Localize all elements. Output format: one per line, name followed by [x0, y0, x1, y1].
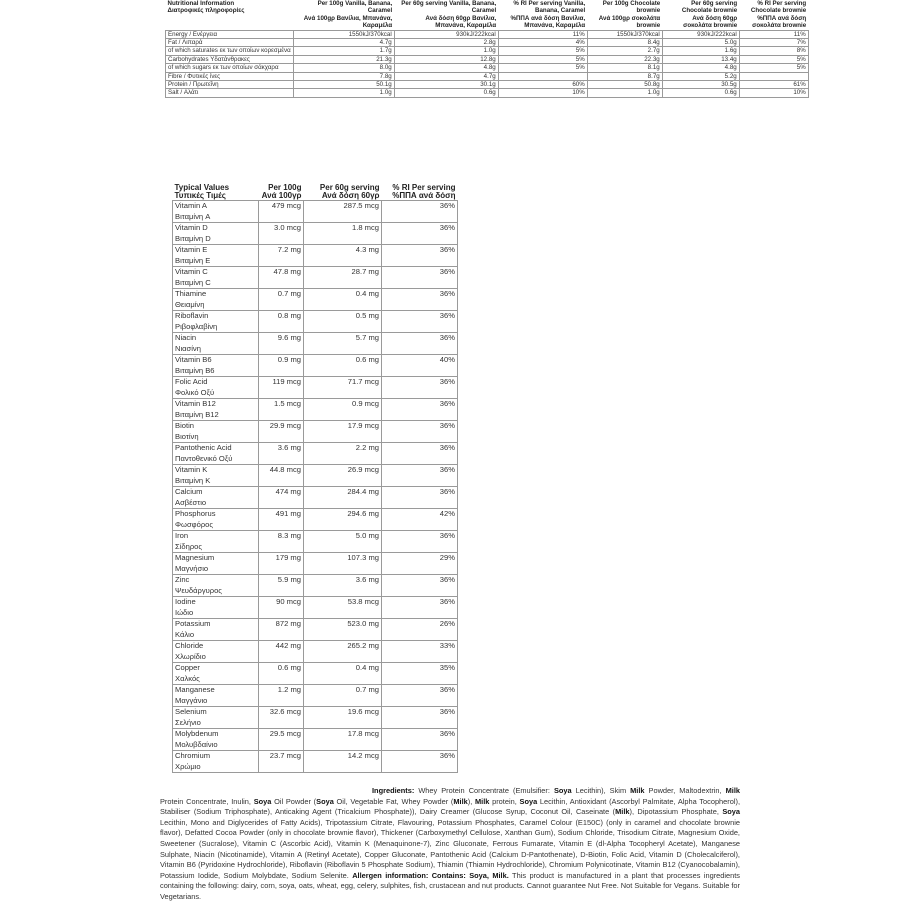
- allergen-note: This product is manufactured in a plant that processes ingredients containing the following: dairy, corn, soya, oats, wheat, egg, celery, sulphites, fish, crustacean and nut products. Cannot guarantee Nut Free. Not Suitable for Vegans. Suitable for Vegetarians.: [160, 870, 740, 901]
- nutrition-value-cell: 8%: [739, 47, 808, 55]
- vitamin-value-cell: 36%: [382, 311, 458, 333]
- vitamin-value-cell: 119 mcg: [259, 377, 304, 399]
- vitamin-column-header: Per 60g serving Ανά δόση 60γρ: [319, 183, 380, 201]
- vitamin-value-cell: 479 mcg: [259, 201, 304, 223]
- vitamin-nutrient-label: Chloride Χλωρίδιο: [173, 641, 259, 663]
- ingredient-text: ), Dipotassium Phosphate,: [629, 807, 723, 817]
- vitamin-value-cell: 5.9 mg: [259, 575, 304, 597]
- nutrition-value-cell: 1.6g: [662, 47, 739, 55]
- vitamin-value-cell: 36%: [382, 245, 458, 267]
- nutrition-value-cell: 1550kJ/370kcal: [293, 30, 394, 38]
- allergen-word: Milk: [725, 786, 740, 795]
- vitamin-header-row: [173, 184, 458, 201]
- vitamin-nutrient-label: Vitamin C Βιταμίνη C: [173, 267, 259, 289]
- vitamin-nutrient-label: Riboflavin Ριβοφλαβίνη: [173, 311, 259, 333]
- nutrition-column-header: Per 60g serving Chocolate brownie Ανά δόση 60gρ σοκολάτα brownie: [681, 0, 738, 30]
- ingredients-label: Ingredients:: [372, 786, 415, 795]
- vitamin-value-cell: 32.6 mcg: [259, 707, 304, 729]
- vitamin-value-cell: 287.5 mcg: [304, 201, 382, 223]
- vitamin-value-cell: 36%: [382, 685, 458, 707]
- vitamin-value-cell: 17.8 mcg: [304, 729, 382, 751]
- nutrition-value-cell: 5.2g: [662, 72, 739, 80]
- vitamin-value-cell: 0.4 mg: [304, 289, 382, 311]
- vitamin-column-header: % RI Per serving %ΠΠΑ ανά δόση: [392, 183, 456, 201]
- nutrition-nutrient-label: Carbohydrates Υδατάνθρακες: [166, 55, 294, 63]
- vitamin-nutrient-label: Potassium Κάλιο: [173, 619, 259, 641]
- nutrition-value-cell: 4%: [498, 39, 587, 47]
- vitamin-value-cell: 40%: [382, 355, 458, 377]
- vitamin-value-cell: 5.0 mg: [304, 531, 382, 553]
- nutrition-column-header: Per 60g serving Vanilla, Banana, Caramel Ανά δόση 60gρ Βανίλια, Μπανάνα, Καραμέλα: [401, 0, 497, 30]
- vitamin-value-cell: 7.2 mg: [259, 245, 304, 267]
- nutrition-value-cell: [498, 72, 587, 80]
- table-row: [173, 553, 458, 575]
- vitamin-value-cell: 36%: [382, 289, 458, 311]
- table-row: [173, 729, 458, 751]
- nutrition-column-header: Per 100g Vanilla, Banana, Caramel Ανά 100gρ Βανίλια, Μπανάνα, Καραμέλα: [303, 0, 393, 30]
- vitamin-nutrient-label: Manganese Μαγγάνιο: [173, 685, 259, 707]
- vitamin-value-cell: 491 mg: [259, 509, 304, 531]
- nutrition-value-cell: 7.8g: [293, 72, 394, 80]
- vitamin-value-cell: 36%: [382, 377, 458, 399]
- allergen-word: Soya: [253, 796, 272, 806]
- vitamin-value-cell: 107.3 mg: [304, 553, 382, 575]
- table-row: [173, 597, 458, 619]
- vitamin-nutrient-label: Iodine Ιώδιο: [173, 597, 259, 619]
- vitamin-value-cell: 33%: [382, 641, 458, 663]
- table-row: [173, 333, 458, 355]
- table-row: [173, 707, 458, 729]
- nutrition-value-cell: 8.4g: [587, 39, 662, 47]
- vitamin-nutrient-label: Vitamin B12 Βιταμίνη B12: [173, 399, 259, 421]
- nutrition-nutrient-label: Fat / Λιπαρά: [166, 39, 294, 47]
- nutrition-value-cell: 930kJ/222kcal: [662, 30, 739, 38]
- nutrition-value-cell: 4.8g: [394, 64, 498, 72]
- vitamin-column-header: Typical Values Τυπικές Τιμές: [174, 183, 230, 201]
- vitamin-value-cell: 1.2 mg: [259, 685, 304, 707]
- vitamin-value-cell: 36%: [382, 443, 458, 465]
- vitamin-value-cell: 36%: [382, 465, 458, 487]
- vitamin-value-cell: 8.3 mg: [259, 531, 304, 553]
- vitamin-value-cell: 36%: [382, 421, 458, 443]
- nutrition-value-cell: 8.1g: [587, 64, 662, 72]
- vitamin-value-cell: 23.7 mcg: [259, 751, 304, 773]
- nutrition-value-cell: 5%: [739, 55, 808, 63]
- vitamin-value-cell: 53.8 mcg: [304, 597, 382, 619]
- nutrition-value-cell: 60%: [498, 81, 587, 89]
- vitamin-value-cell: 26.9 mcg: [304, 465, 382, 487]
- ingredient-text: Lecithin), Skim: [571, 786, 631, 795]
- vitamin-value-cell: 0.8 mg: [259, 311, 304, 333]
- vitamin-nutrient-label: Copper Χαλκός: [173, 663, 259, 685]
- table-row: [166, 30, 809, 38]
- table-row: [173, 201, 458, 223]
- nutrition-column-header: Nutritional Information Διατροφικές πληροφορίες: [167, 0, 245, 15]
- allergen-word: Milk: [615, 807, 630, 817]
- ingredient-text: Powder, Maltodextrin,: [644, 786, 726, 795]
- vitamin-nutrient-label: Folic Acid Φολικό Οξύ: [173, 377, 259, 399]
- vitamin-value-cell: 294.6 mg: [304, 509, 382, 531]
- table-row: [166, 39, 809, 47]
- nutrition-value-cell: 50.1g: [293, 81, 394, 89]
- nutrition-value-cell: 2.7g: [587, 47, 662, 55]
- vitamin-value-cell: 36%: [382, 751, 458, 773]
- vitamin-value-cell: 2.2 mg: [304, 443, 382, 465]
- nutrition-nutrient-label: of which sugars εκ των οποίων σάκχαρα: [166, 64, 294, 72]
- table-row: [173, 355, 458, 377]
- nutrition-nutrient-label: Fibre / Φυτικές ίνες: [166, 72, 294, 80]
- nutrition-value-cell: 4.7g: [293, 39, 394, 47]
- vitamin-nutrient-label: Vitamin B6 Βιταμίνη B6: [173, 355, 259, 377]
- table-row: [173, 443, 458, 465]
- ingredient-text: protein,: [489, 796, 520, 806]
- nutrition-value-cell: 5.0g: [662, 39, 739, 47]
- nutrition-header-row: [166, 0, 809, 30]
- vitamin-nutrient-label: Selenium Σελήνιο: [173, 707, 259, 729]
- vitamin-value-cell: 284.4 mg: [304, 487, 382, 509]
- nutrition-value-cell: 5%: [739, 64, 808, 72]
- vitamin-value-cell: 36%: [382, 399, 458, 421]
- nutrition-value-cell: 2.8g: [394, 39, 498, 47]
- table-row: [166, 47, 809, 55]
- vitamin-value-cell: 0.9 mg: [259, 355, 304, 377]
- vitamin-nutrient-label: Vitamin K Βιταμίνη K: [173, 465, 259, 487]
- vitamin-value-cell: 0.6 mg: [304, 355, 382, 377]
- nutrition-value-cell: 8.0g: [293, 64, 394, 72]
- ingredient-text: ),: [467, 796, 475, 806]
- vitamin-value-cell: 36%: [382, 597, 458, 619]
- nutrition-value-cell: 11%: [739, 30, 808, 38]
- vitamin-value-cell: 0.7 mg: [304, 685, 382, 707]
- vitamin-value-cell: 9.6 mg: [259, 333, 304, 355]
- nutrition-value-cell: 0.6g: [394, 89, 498, 97]
- vitamin-value-cell: 14.2 mcg: [304, 751, 382, 773]
- vitamin-value-cell: 17.9 mcg: [304, 421, 382, 443]
- nutrition-table: [165, 0, 809, 98]
- table-row: [173, 421, 458, 443]
- vitamin-value-cell: 0.4 mg: [304, 663, 382, 685]
- nutrition-value-cell: 10%: [498, 89, 587, 97]
- vitamin-value-cell: 44.8 mcg: [259, 465, 304, 487]
- vitamin-value-cell: 442 mg: [259, 641, 304, 663]
- table-row: [173, 223, 458, 245]
- table-row: [173, 531, 458, 553]
- allergen-word: Milk: [453, 796, 468, 806]
- vitamin-nutrient-label: Vitamin E Βιταμίνη E: [173, 245, 259, 267]
- vitamin-value-cell: 0.7 mg: [259, 289, 304, 311]
- nutrition-value-cell: 5%: [498, 64, 587, 72]
- allergen-information: Allergen information: Contains: Soya, Milk.: [352, 870, 509, 880]
- nutrition-value-cell: 12.8g: [394, 55, 498, 63]
- vitamin-nutrient-label: Iron Σίδηρος: [173, 531, 259, 553]
- vitamin-column-header: Per 100g Ανά 100γρ: [261, 183, 302, 201]
- nutrition-nutrient-label: Energy / Ενέργεια: [166, 30, 294, 38]
- vitamin-value-cell: 0.5 mg: [304, 311, 382, 333]
- nutrition-value-cell: 7%: [739, 39, 808, 47]
- table-row: [173, 751, 458, 773]
- vitamin-nutrient-label: Magnesium Μαγνήσιο: [173, 553, 259, 575]
- vitamin-value-cell: 29.9 mcg: [259, 421, 304, 443]
- vitamin-nutrient-label: Thiamine Θειαμίνη: [173, 289, 259, 311]
- nutrition-value-cell: 4.7g: [394, 72, 498, 80]
- table-row: [166, 89, 809, 97]
- nutrition-value-cell: 1.7g: [293, 47, 394, 55]
- ingredient-text: Oil, Vegetable Fat, Whey Powder (: [333, 796, 454, 806]
- ingredient-text: Protein Concentrate, Inulin,: [160, 796, 254, 806]
- nutrition-value-cell: 1.0g: [394, 47, 498, 55]
- ingredient-text: Oil Powder (: [271, 796, 317, 806]
- allergen-word: Soya: [553, 786, 572, 795]
- nutrition-value-cell: [739, 72, 808, 80]
- nutrition-column-header: % RI Per serving Chocolate brownie %ΠΠΑ ανά δόση σοκολάτα brownie: [750, 0, 807, 30]
- table-row: [173, 487, 458, 509]
- table-row: [166, 55, 809, 63]
- vitamin-value-cell: 3.6 mg: [259, 443, 304, 465]
- vitamin-nutrient-label: Biotin Βιοτίνη: [173, 421, 259, 443]
- table-row: [173, 289, 458, 311]
- vitamin-nutrient-label: Chromium Χρώμιο: [173, 751, 259, 773]
- vitamin-value-cell: 29.5 mcg: [259, 729, 304, 751]
- vitamin-nutrient-label: Pantothenic Acid Παντοθενικό Οξύ: [173, 443, 259, 465]
- vitamin-value-cell: 1.5 mcg: [259, 399, 304, 421]
- vitamin-value-cell: 3.0 mcg: [259, 223, 304, 245]
- ingredient-text: Lecithin, Antioxidant (Ascorbyl Palmitate, Alpha Tocopherol), Stabiliser (Sodium Triphosphate), Anticaking Agent (Tricalcium Phosphate)), Dairy Creamer (Glucose Syrup, Coconut Oil, Caseinate (: [160, 796, 741, 817]
- nutrition-value-cell: 61%: [739, 81, 808, 89]
- vitamin-value-cell: 265.2 mg: [304, 641, 382, 663]
- vitamin-value-cell: 36%: [382, 575, 458, 597]
- vitamin-value-cell: 19.6 mcg: [304, 707, 382, 729]
- nutrition-value-cell: 1.0g: [293, 89, 394, 97]
- vitamin-value-cell: 36%: [382, 223, 458, 245]
- allergen-word: Milk: [475, 796, 490, 806]
- vitamin-value-cell: 35%: [382, 663, 458, 685]
- allergen-word: Soya: [519, 796, 538, 806]
- table-row: [173, 399, 458, 421]
- vitamin-value-cell: 28.7 mg: [304, 267, 382, 289]
- vitamin-value-cell: 5.7 mg: [304, 333, 382, 355]
- ingredient-text: Lecithin, Mono and Diglycerides of Fatty Acids), Tripotassium Citrate, Flavouring, Potassium Phosphates, Caramel Colour (E150C) (only in caramel and chocolate brownie flavor), Defatted Cocoa Powder (only in chocolate brownie flavor), Thickener (Carboxymethyl Cellulose, Xanthan Gum), Sodium Chloride, Trisodium Citrate, Magnesium Oxide, Sweetener (Sucralose), Vitamin C (Ascorbic Acid), Vitamin K (Menaquinone-7), Zinc Gluconate, Ferrous Fumarate, Vitamin E (dl-Alpha Tocopheryl Acetate), Manganese Sulphate, Niacin (Nicotinamide), Vitamin A (Retinyl Acetate), Copper Gluconate, Pantothenic Acid (Calcium D-Pantothenate), D-Biotin, Folic Acid, Vitamin D (Cholecalciferol), Vitamin B6 (Pyridoxine Hydrochloride), Riboflavin (Riboflavin 5 Phosphate Sodium), Thiamin (Thiamin Hydrochloride), Chromium Polynicotinate, Vitamin B12 (Cyanocobalamin), Potassium Iodide, Sodium Molybdate, Sodium Selenite.: [160, 817, 740, 880]
- nutrition-value-cell: 22.3g: [587, 55, 662, 63]
- nutrition-value-cell: 21.3g: [293, 55, 394, 63]
- nutrition-value-cell: 30.1g: [394, 81, 498, 89]
- table-row: [166, 64, 809, 72]
- nutrition-value-cell: 11%: [498, 30, 587, 38]
- table-row: [173, 509, 458, 531]
- vitamin-value-cell: 29%: [382, 553, 458, 575]
- nutrition-nutrient-label: Protein / Πρωτεΐνη: [166, 81, 294, 89]
- table-row: [173, 641, 458, 663]
- table-row: [173, 575, 458, 597]
- vitamin-nutrient-label: Phosphorus Φωσφόρος: [173, 509, 259, 531]
- vitamin-nutrient-label: Vitamin A Βιταμίνη A: [173, 201, 259, 223]
- vitamin-value-cell: 36%: [382, 267, 458, 289]
- table-row: [166, 81, 809, 89]
- nutrition-value-cell: 8.7g: [587, 72, 662, 80]
- ingredients-text: [160, 786, 740, 903]
- ingredient-text: Whey Protein Concentrate (Emulsifier:: [418, 786, 554, 795]
- vitamin-value-cell: 523.0 mg: [304, 619, 382, 641]
- table-row: [173, 311, 458, 333]
- nutrition-value-cell: 50.8g: [587, 81, 662, 89]
- allergen-word: Soya: [722, 807, 740, 817]
- nutrition-value-cell: 5%: [498, 55, 587, 63]
- vitamin-value-cell: 36%: [382, 707, 458, 729]
- vitamin-value-cell: 36%: [382, 531, 458, 553]
- vitamin-value-cell: 42%: [382, 509, 458, 531]
- nutrition-nutrient-label: Salt / Αλάτι: [166, 89, 294, 97]
- vitamin-value-cell: 4.3 mg: [304, 245, 382, 267]
- table-row: [173, 663, 458, 685]
- vitamin-value-cell: 1.8 mcg: [304, 223, 382, 245]
- vitamin-value-cell: 26%: [382, 619, 458, 641]
- vitamin-nutrient-label: Vitamin D Βιταμίνη D: [173, 223, 259, 245]
- vitamin-nutrient-label: Zinc Ψευδάργυρος: [173, 575, 259, 597]
- nutrition-value-cell: 10%: [739, 89, 808, 97]
- vitamin-value-cell: 36%: [382, 333, 458, 355]
- table-row: [173, 685, 458, 707]
- vitamin-value-cell: 47.8 mg: [259, 267, 304, 289]
- nutrition-nutrient-label: of which saturates εκ των οποίων κορεσμένα: [166, 47, 294, 55]
- vitamin-nutrient-label: Molybdenum Μολυβδαίνιο: [173, 729, 259, 751]
- vitamin-value-cell: 71.7 mcg: [304, 377, 382, 399]
- allergen-word: Soya: [316, 796, 334, 806]
- nutrition-column-header: % RI Per serving Vanilla, Banana, Caramel %ΠΠΑ ανά δόση Βανίλια, Μπανάνα, Καραμέλα: [510, 0, 586, 30]
- vitamin-nutrient-label: Niacin Νιασίνη: [173, 333, 259, 355]
- nutrition-value-cell: 930kJ/222kcal: [394, 30, 498, 38]
- table-row: [173, 267, 458, 289]
- table-row: [166, 72, 809, 80]
- nutrition-value-cell: 30.5g: [662, 81, 739, 89]
- nutrition-value-cell: 1.0g: [587, 89, 662, 97]
- nutrition-value-cell: 5%: [498, 47, 587, 55]
- vitamin-value-cell: 0.9 mcg: [304, 399, 382, 421]
- nutrition-value-cell: 4.8g: [662, 64, 739, 72]
- vitamin-nutrient-label: Calcium Ασβέστιο: [173, 487, 259, 509]
- nutrition-value-cell: 1550kJ/370kcal: [587, 30, 662, 38]
- table-row: [173, 619, 458, 641]
- vitamin-value-cell: 36%: [382, 201, 458, 223]
- nutrition-value-cell: 0.6g: [662, 89, 739, 97]
- vitamin-value-cell: 179 mg: [259, 553, 304, 575]
- vitamin-value-cell: 474 mg: [259, 487, 304, 509]
- ingredients-list: [160, 786, 740, 880]
- nutrition-value-cell: 13.4g: [662, 55, 739, 63]
- vitamin-value-cell: 36%: [382, 487, 458, 509]
- vitamin-mineral-table: [172, 184, 458, 773]
- vitamin-value-cell: 3.6 mg: [304, 575, 382, 597]
- table-row: [173, 465, 458, 487]
- vitamin-value-cell: 872 mg: [259, 619, 304, 641]
- nutrition-column-header: Per 100g Chocolate brownie Ανά 100gρ σοκολάτα brownie: [598, 0, 661, 30]
- vitamin-value-cell: 90 mcg: [259, 597, 304, 619]
- vitamin-value-cell: 36%: [382, 729, 458, 751]
- allergen-word: Milk: [630, 786, 645, 795]
- table-row: [173, 245, 458, 267]
- vitamin-value-cell: 0.6 mg: [259, 663, 304, 685]
- table-row: [173, 377, 458, 399]
